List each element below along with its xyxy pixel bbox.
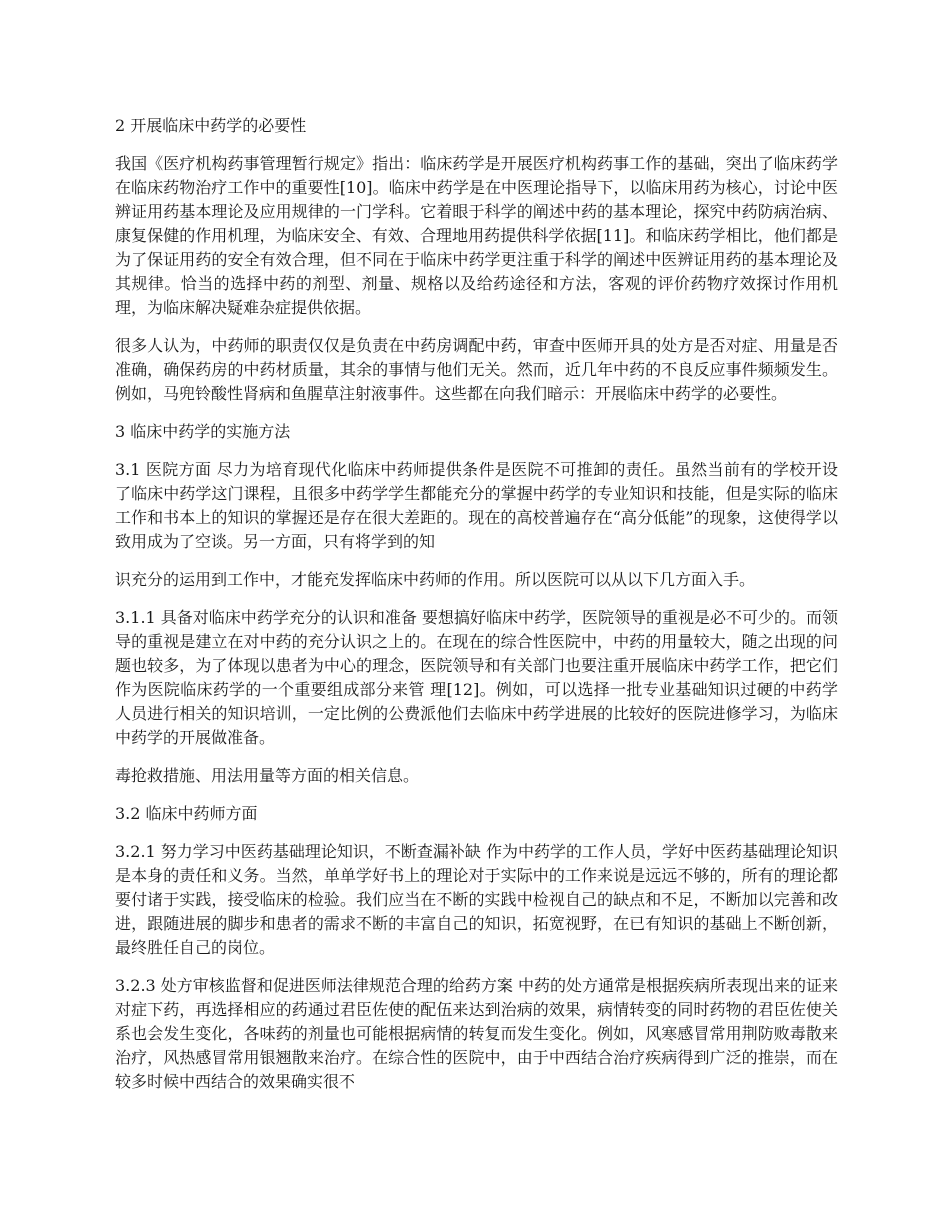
paragraph-3-2-1: 3.2.1 努力学习中医药基础理论知识，不断查漏补缺 作为中药学的工作人员，学好中医药基础理论知识是本身的责任和义务。当然，单单学好书上的理论对于实际中的工作来说是远远不够的，所有的理论都要付诸于实践，接受临床的检验。我们应当在不断的实践中检视自己的缺点和不足，不断加以完善和改进，跟随进展的脚步和患者的需求不断的丰富自己的知识，拓宽视野，在已有知识的基础上不断创新，最终胜任自己的岗位。 <box>115 842 838 957</box>
document-page <box>115 108 838 1108</box>
paragraph-fragment: 毒抢救措施、用法用量等方面的相关信息。 <box>115 766 420 785</box>
paragraph-pharmacist-duties: 很多人认为，中药师的职责仅仅是负责在中药房调配中药，审查中医师开具的处方是否对症、用量是否准确，确保药房的中药材质量，其余的事情与他们无关。然而，近几年中药的不良反应事件频频发生。例如，马兜铃酸性肾病和鱼腥草注射液事件。这些都在向我们暗示：开展临床中药学的必要性。 <box>115 336 838 403</box>
paragraph-3-2-3: 3.2.3 处方审核监督和促进医师法律规范合理的给药方案 中药的处方通常是根据疾病所表现出来的证来对症下药，再选择相应的药通过君臣佐使的配伍来达到治病的效果，病情转变的同时药物的君臣佐使关系也会发生变化，各味药的剂量也可能根据病情的转复而发生变化。例如，风寒感冒常用荆防败毒散来治疗，风热感冒常用银翘散来治疗。在综合性的医院中，由于中西结合治疗疾病得到广泛的推崇，而在较多时候中西结合的效果确实很不 <box>115 976 838 1091</box>
paragraph-3-1-hospital: 3.1 医院方面 尽力为培育现代化临床中药师提供条件是医院不可推卸的责任。虽然当前有的学校开设了临床中药学这门课程，且很多中药学学生都能充分的掌握中药学的专业知识和技能，但是实际的临床工作和书本上的知识的掌握还是存在很大差距的。现在的高校普遍存在“高分低能”的现象，这使得学以致用成为了空谈。另一方面，只有将学到的知 <box>115 460 838 551</box>
paragraph-clinical-pharmacy-basis: 我国《医疗机构药事管理暂行规定》指出：临床药学是开展医疗机构药事工作的基础，突出了临床药学在临床药物治疗工作中的重要性[10]。临床中药学是在中医理论指导下，以临床用药为核心，讨论中医辨证用药基本理论及应用规律的一门学科。它着眼于科学的阐述中药的基本理论，探究中药防病治病、康复保健的作用机理，为临床安全、有效、合理地用药提供科学依据[11]。和临床药学相比，他们都是为了保证用药的安全有效合理，但不同在于临床中药学更注重于科学的阐述中医辨证用药的基本理论及其规律。恰当的选择中药的剂型、剂量、规格以及给药途径和方法，客观的评价药物疗效探讨作用机理，为临床解决疑难杂症提供依据。 <box>115 154 838 317</box>
section-heading-3-2: 3.2 临床中药师方面 <box>115 804 258 823</box>
section-heading-3: 3 临床中药学的实施方法 <box>115 422 291 441</box>
section-heading-2: 2 开展临床中药学的必要性 <box>115 116 307 135</box>
paragraph-3-1-continued: 识充分的运用到工作中，才能充发挥临床中药师的作用。所以医院可以从以下几方面入手。 <box>115 570 756 589</box>
paragraph-3-1-1: 3.1.1 具备对临床中药学充分的认识和准备 要想搞好临床中药学，医院领导的重视是必不可少的。而领导的重视是建立在对中药的充分认识之上的。在现在的综合性医院中，中药的用量较大，随之出现的问题也较多，为了体现以患者为中心的理念，医院领导和有关部门也要注重开展临床中药学工作，把它们作为医院临床药学的一个重要组成部分来管 理[12]。例如，可以选择一批专业基础知识过硬的中药学人员进行相关的知识培训，一定比例的公费派他们去临床中药学进展的比较好的医院进修学习，为临床中药学的开展做准备。 <box>115 608 838 747</box>
